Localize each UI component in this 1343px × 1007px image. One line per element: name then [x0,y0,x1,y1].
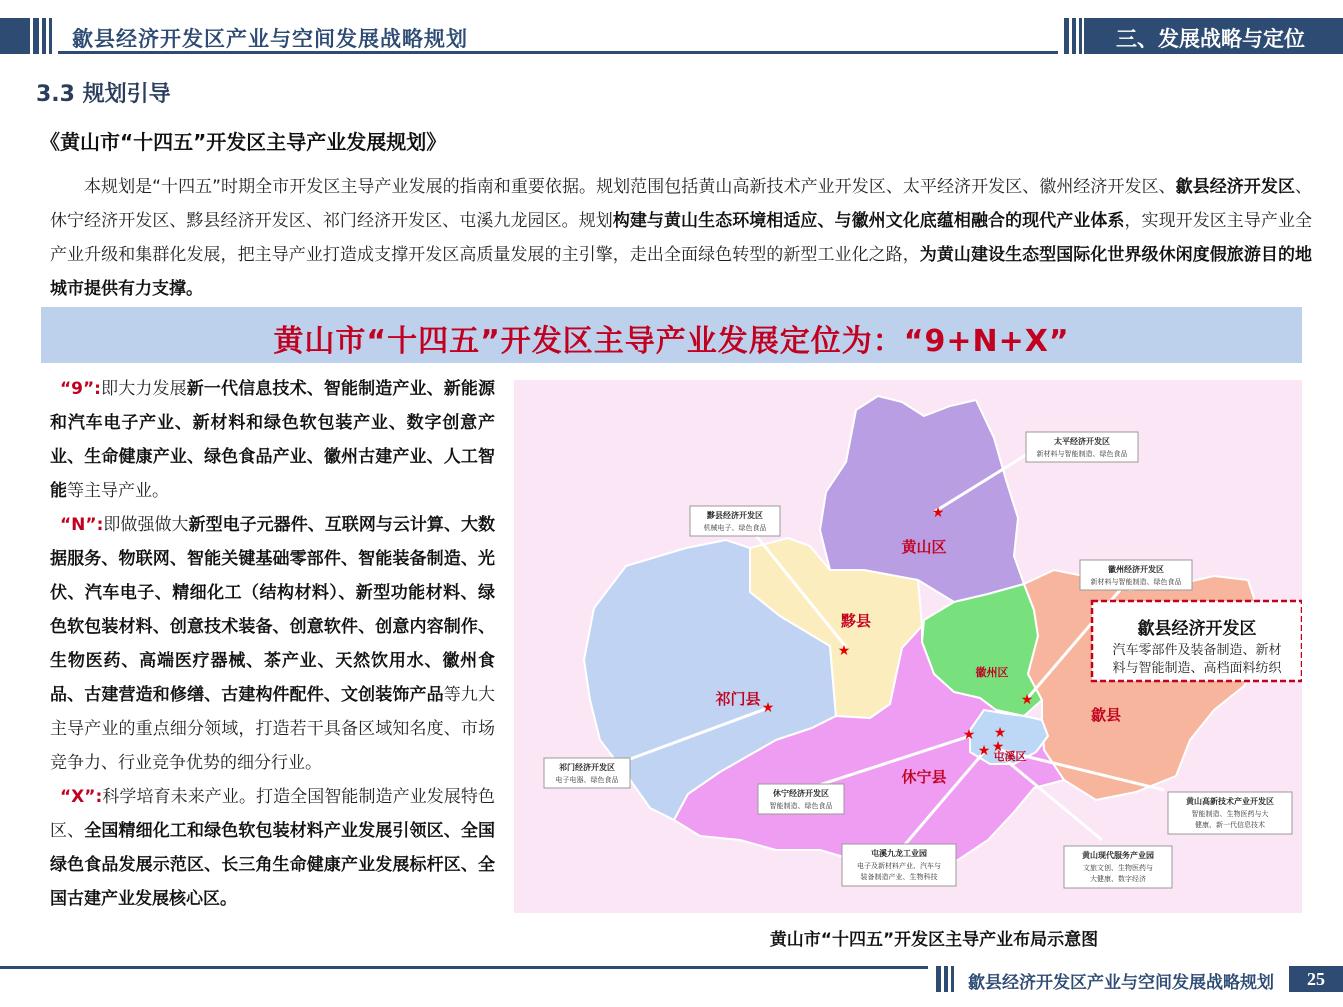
banner-text: 黄山市“十四五”开发区主导产业发展定位为：“9+N+X” [273,324,1070,359]
page-number: 25 [1289,966,1343,992]
callout-shexian-title: 歙县经济开发区 [1137,619,1257,639]
footer-bars [936,966,954,992]
callout-qimen [544,758,630,788]
star-icon: ★ [977,743,991,759]
map-svg [514,380,1302,913]
callout-jiulong-body1: 电子及新材料产业、汽车与 [857,862,941,870]
label-huangshan: 黄山区 [901,538,947,556]
nine-paragraph: “9”:即大力发展新一代信息技术、智能制造产业、新能源和汽车电子产业、新材料和绿色软包装产业、数字创意产业、生命健康产业、绿色食品产业、徽州古建产业、人工智能等主导产业。 [50,379,496,501]
header-section-box [1084,18,1343,54]
header-right-bars [1064,18,1082,54]
label-tunxi: 屯溪区 [993,750,1027,763]
label-shexian: 歙县 [1090,706,1122,724]
header-section: 三、发展战略与定位 [1116,27,1305,51]
star-icon: ★ [962,727,976,743]
callout-shexian-body1: 汽车零部件及装备制造、新材 [1112,643,1282,658]
callout-huizhou-body: 新材料与智能制造、绿色食品 [1090,578,1182,586]
callout-service [1064,846,1172,888]
label-xiuning: 休宁县 [901,768,947,786]
header-title-box [58,18,1058,54]
label-huizhou: 徽州区 [975,666,1009,679]
callout-xiuning-body: 智能制造、绿色食品 [769,802,833,810]
callout-taiping-body: 新材料与智能制造、绿色食品 [1036,450,1128,458]
callout-jiulong [842,844,956,886]
footer-title: 歙县经济开发区产业与空间发展战略规划 [968,973,1274,993]
callout-taiping-title: 太平经济开发区 [1054,437,1110,446]
callout-huizhou [1080,560,1192,590]
callout-hitech-title: 黄山高新技术产业开发区 [1186,797,1274,806]
label-yixian: 黟县 [840,612,872,630]
star-icon: ★ [931,505,945,521]
star-icon: ★ [993,725,1007,741]
star-icon: ★ [837,643,851,659]
callout-huizhou-title: 徽州经济开发区 [1108,565,1164,574]
label-qimen: 祁门县 [715,690,761,708]
callout-service-title: 黄山现代服务产业园 [1082,851,1154,860]
callout-qimen-title: 祁门经济开发区 [559,763,615,772]
callout-jiulong-title: 屯溪九龙工业园 [871,849,927,858]
callout-hitech [1168,792,1292,834]
star-icon: ★ [1020,692,1034,708]
map-caption: 黄山市“十四五”开发区主导产业布局示意图 [769,930,1099,950]
callout-jiulong-body2: 装备制造产业、生物科技 [860,873,938,881]
callout-shexian-body2: 料与智能制造、高档面料纺织 [1112,661,1282,676]
header-left-bars [0,18,52,54]
footer-line [0,966,928,969]
callout-shexian [1092,601,1302,681]
section-title: 3.3 规划引导 [36,82,171,107]
callout-yixian-title: 黟县经济开发区 [707,511,763,520]
n-paragraph: “N”:即做强做大新型电子元器件、互联网与云计算、大数据服务、物联网、智能关键基础零部件、智能装备制造、光伏、汽车电子、精细化工（结构材料）、新型功能材料、绿色软包装材料、创意技术装备、创意软件、创意内容制作、生物医药、高端医疗器械、茶产业、天然饮用水、徽州食品、古建营造和修缮、古建构件配件、文创装饰产品等九大主导产业的重点细分领域，打造若干具备区域知名度、市场竞争力、行业竞争优势的细分行业。 [50,515,496,773]
callout-hitech-body2: 健康、新一代信息技术 [1195,821,1265,829]
x-paragraph: “X”:科学培育未来产业。打造全国智能制造产业发展特色区、全国精细化工和绿色软包装材料产业发展引领区、全国绿色食品发展示范区、长三角生命健康产业发展标杆区、全国古建产业发展核心区。 [50,787,496,909]
header-title: 歙县经济开发区产业与空间发展战略规划 [72,27,468,51]
callout-taiping [1026,432,1138,462]
callout-service-body2: 大健康、数字经济 [1090,875,1146,883]
positioning-details [50,372,495,916]
callout-hitech-body1: 智能制造、生物医药与大 [1191,810,1269,818]
callout-qimen-body: 电子电器、绿色食品 [555,776,619,784]
star-icon: ★ [991,739,1005,755]
star-icon: ★ [761,700,775,716]
callout-service-body1: 文旅文创、生物医药与 [1083,864,1153,872]
document-title: 《黄山市“十四五”开发区主导产业发展规划》 [40,130,447,154]
callout-yixian-body: 机械电子、绿色食品 [703,524,767,532]
intro-paragraph: 本规划是“十四五”时期全市开发区主导产业发展的指南和重要依据。规划范围包括黄山高新技术产业开发区、太平经济开发区、徽州经济开发区、歙县经济开发区、休宁经济开发区、黟县经济开发区、祁门经济开发区、屯溪九龙园区。规划构建与黄山生态环境相适应、与徽州文化底蕴相融合的现代产业体系，实现开发区主导产业全产业升级和集群化发展，把主导产业打造成支撑开发区高质量发展的主引擎，走出全面绿色转型的新型工业化之路，为黄山建设生态型国际化世界级休闲度假旅游目的地城市提供有力支撑。 [50,177,1313,299]
callout-xiuning-title: 休宁经济开发区 [773,789,829,798]
positioning-banner [41,307,1302,363]
callout-xiuning [758,784,844,814]
callout-yixian [690,506,780,536]
industry-layout-map [514,380,1302,913]
